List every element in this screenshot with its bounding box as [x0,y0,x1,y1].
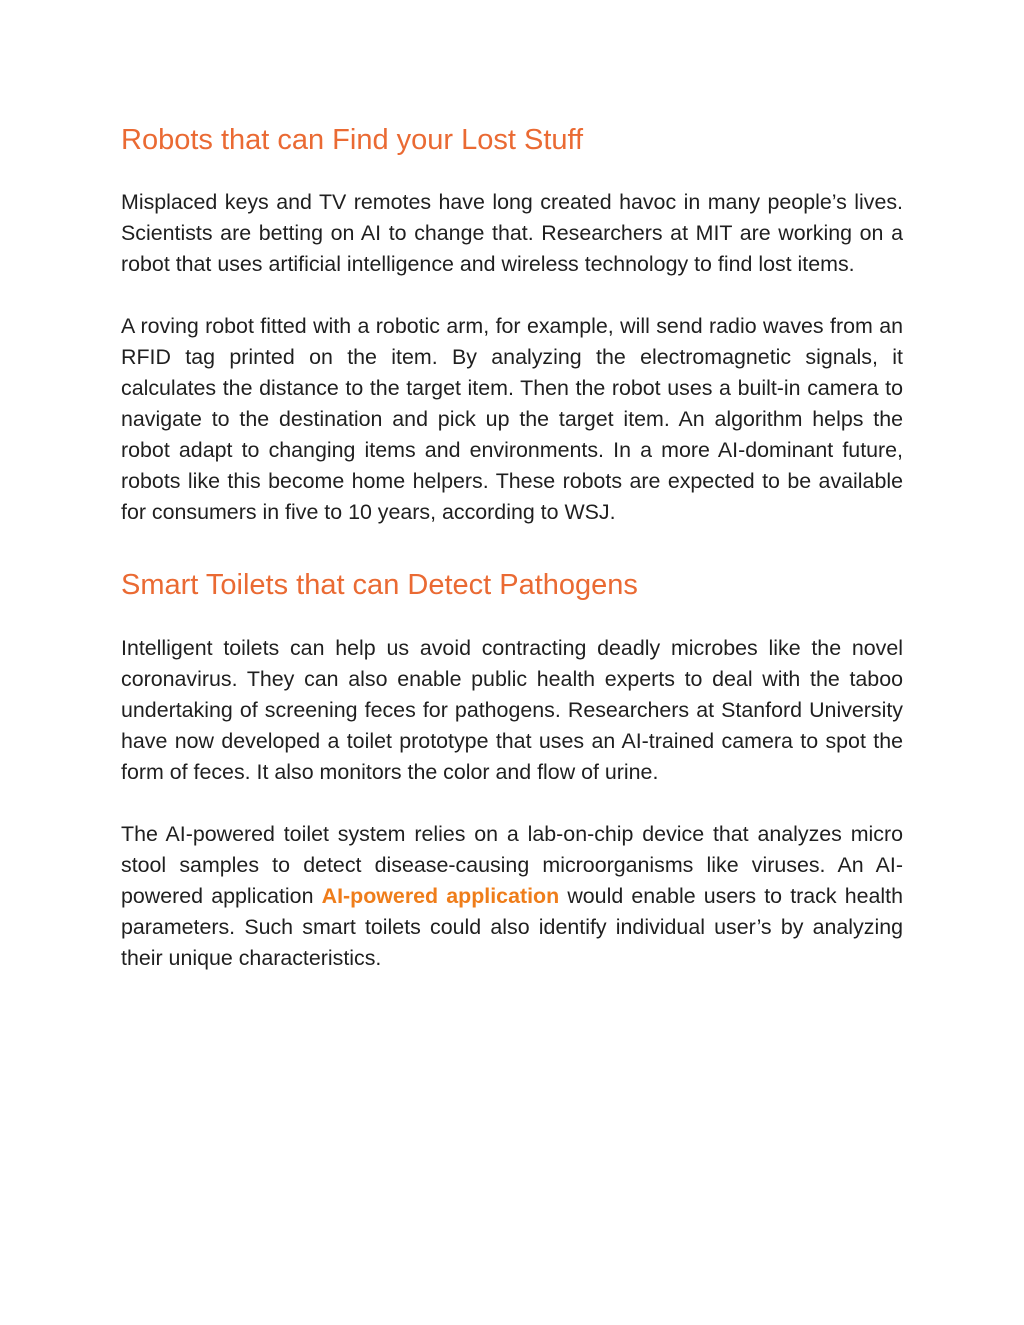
section-heading-smart-toilets: Smart Toilets that can Detect Pathogens [121,569,638,601]
paragraph-text-before-link: The AI-powered toilet system relies on a lab-on-chip device that analyzes micro stool samples to detect disease-causing microorganisms like viruses. An AI-powered application [121,822,903,908]
paragraph-text-after-link: would enable users to track health parameters. Such smart toilets could also identify individual user’s by analyzing their unique characteristics. [121,884,903,970]
paragraph-smart-toilets-intro: Intelligent toilets can help us avoid contracting deadly microbes like the novel coronavirus. They can also enable public health experts to deal with the taboo undertaking of screening feces for pathogens. Researchers at Stanford University have now developed a toilet prototype that uses an AI-trained camera to spot the form of feces. It also monitors the color and flow of urine. [121,636,903,784]
section-heading-lost-stuff: Robots that can Find your Lost Stuff [121,124,584,156]
paragraph-lost-stuff-robot: A roving robot fitted with a robotic arm, for example, will send radio waves from an RFID tag printed on the item. By analyzing the electromagnetic signals, it calculates the distance to the target item. Then the robot uses a built-in camera to navigate to the destination and pick up the target item. An algorithm helps the robot adapt to changing items and environments. In a more AI-dominant future, robots like this become home helpers. These robots are expected to be available for consumers in five to 10 years, according to WSJ. [121,314,903,524]
paragraph-lost-stuff-intro: Misplaced keys and TV remotes have long created havoc in many people’s lives. Scientists are betting on AI to change that. Researchers at MIT are working on a robot that uses artificial intelligence and wireless technology to find lost items. [121,190,903,276]
paragraph-smart-toilets-system [121,819,903,974]
ai-powered-application-link[interactable]: AI-powered application [321,884,560,908]
